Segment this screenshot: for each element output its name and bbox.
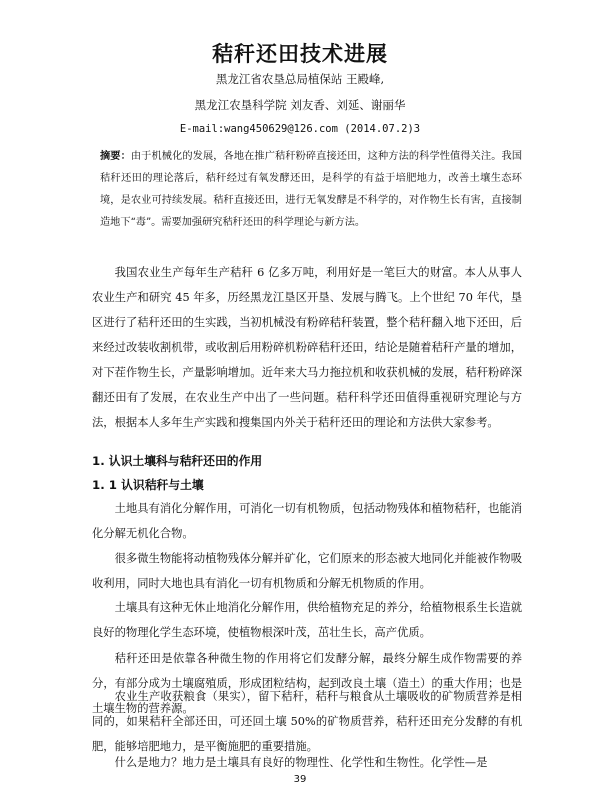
body-paragraph: 什么是地力？地力是土壤具有良好的物理性、化学性和生物性。化学性—是	[114, 756, 488, 769]
abstract-text: 由于机械化的发展，各地在推广秸秆粉碎直接还田，这种方法的科学性值得关注。我国秸秆还田的理论落后，秸秆经过有氧发酵还田，是科学的有益于培肥地力，改善土壤生态环境，是农业可持续发展。秸秆直接还田，进行无氧发酵是不科学的，对作物生长有害，直接制造地下“毒”。需要加强研究秸秆还田的科学理论与新方法。	[100, 151, 523, 228]
subsection-heading-1-1: 1. 1 认识秸秆与土壤	[92, 478, 204, 492]
section-heading-1: 1. 认识土壤科与秸秆还田的作用	[92, 454, 263, 468]
body-paragraph: 土壤具有这种无休止地消化分解作用，供给植物充足的养分，给植物根系生长造就良好的物理化学生态环境，使植物根深叶茂，茁壮生长，高产优质。	[92, 601, 522, 639]
author-line-2: 黑龙江农垦科学院 刘友香、刘延、谢丽华	[194, 98, 406, 112]
intro-paragraph: 我国农业生产每年生产秸秆 6 亿多万吨，利用好是一笔巨大的财富。本人从事人农业生产和研究 45 年多，历经黑龙江垦区开垦、发展与腾飞。上个世纪 70 年代，垦区进行了秸秆还田的生实践，当初机械没有粉碎秸秆装置，整个秸秆翻入地下还田，后来经过改装收割机带，或收割后用粉碎机粉碎秸秆还田，结论是随着秸秆产量的增加，对下茬作物生长，产量影响增加。近年来大马力拖拉机和收获机械的发展，秸秆粉碎深翻还田有了发展，在农业生产中出了一些问题。秸秆科学还田值得重视研究理论与方法，根据本人多年生产实践和搜集国内外关于秸秆还田的理论和方法供大家参考。	[92, 266, 522, 429]
body-paragraph: 秸秆还田是依靠各种微生物的作用将它们发酵分解，最终分解生成作物需要的养分，有部分成为土壤腐殖质，形成团粒结构，起到改良土壤（造土）的重大作用；也是土壤生物的营养源。	[92, 652, 522, 715]
author-line-1: 黑龙江省农垦总局植保站 王殿峰,	[215, 72, 385, 86]
abstract-label: 摘要：	[100, 150, 131, 162]
page-number: 39	[293, 774, 307, 785]
abstract	[100, 145, 522, 234]
body-paragraph: 土地具有消化分解作用，可消化一切有机物质，包括动物残体和植物秸秆，也能消化分解无机化合物。	[92, 502, 522, 540]
body-paragraph: 很多微生物能将动植物残体分解并矿化，它们原来的形态被大地同化并能被作物吸收利用，同时大地也具有消化一切有机物质和分解无机物质的作用。	[92, 552, 522, 590]
paper-title: 秸秆还田技术进展	[212, 42, 388, 66]
author-email: E-mail:wang450629@126.com (2014.07.2)3	[179, 123, 421, 135]
body-paragraph: 农业生产收获粮食（果实），留下秸秆，秸秆与粮食从土壤吸收的矿物质营养是相同的，如果秸秆全部还田，可还回土壤 50%的矿物质营养，秸秆还田充分发酵的有机肥，能够培肥地力，是平衡施肥的重要措施。	[92, 690, 522, 753]
